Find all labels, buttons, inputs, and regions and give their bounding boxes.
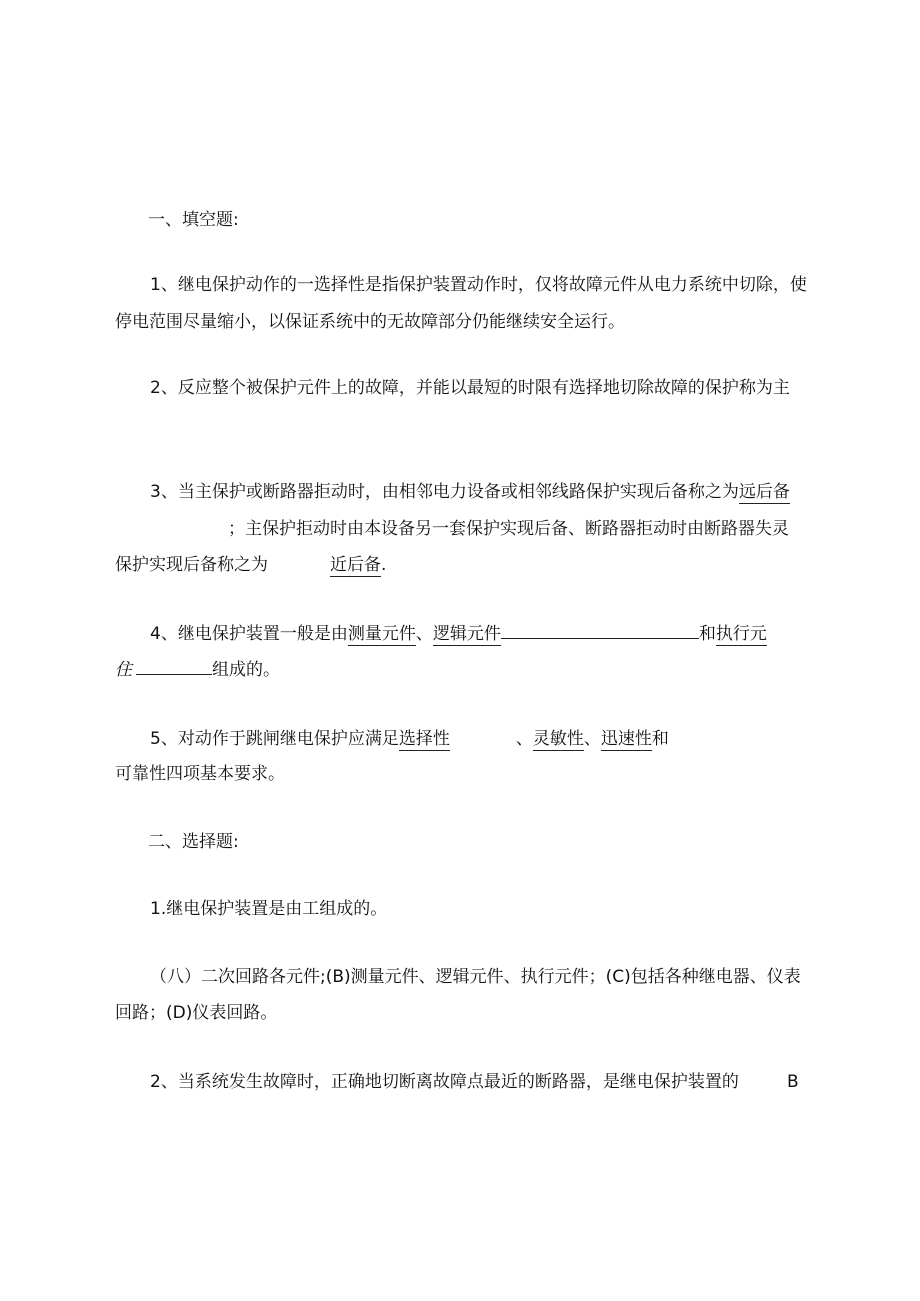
q4-line2-end: 组成的。 bbox=[212, 660, 280, 680]
q4-mid: 和 bbox=[698, 624, 716, 644]
q4-answer-measure: 测量元件 bbox=[347, 624, 416, 644]
q3-answer-local-backup: 近后备 bbox=[330, 555, 381, 575]
q5-suffix: 和 bbox=[651, 729, 669, 749]
q4-answer-logic: 逻辑元件 bbox=[432, 624, 501, 644]
q4-blank bbox=[501, 620, 699, 639]
q3-text: 3、当主保护或断路器拒动时，由相邻电力设备或相邻线路保护实现后备称之为 bbox=[150, 482, 739, 502]
mc-q1-options-line2: 回路；(D)仪表回路。 bbox=[115, 1003, 278, 1023]
q5-sep2: 、 bbox=[583, 729, 601, 749]
section-title-fill-blank: 一、填空题: bbox=[148, 210, 239, 230]
q1-line1: 1、继电保护动作的一选择性是指保护装置动作时，仅将故障元件从电力系统中切除，使 bbox=[150, 275, 807, 295]
q5-line2: 可靠性四项基本要求。 bbox=[115, 764, 285, 784]
q5-answer-speed: 迅速性 bbox=[600, 729, 652, 749]
mc-q1-line1: 1.继电保护装置是由工组成的。 bbox=[150, 899, 388, 919]
q4-sep: 、 bbox=[415, 624, 433, 644]
q1-line2: 停电范围尽量缩小，以保证系统中的无故障部分仍能继续安全运行。 bbox=[115, 312, 625, 332]
q3-line3-text: 保护实现后备称之为 bbox=[115, 555, 268, 575]
q4-line2 bbox=[115, 656, 280, 682]
mc-q2-line1: 2、当系统发生故障时，正确地切断离故障点最近的断路器，是继电保护装置的 bbox=[150, 1072, 739, 1092]
q4-line2-char: 住 bbox=[115, 660, 132, 680]
q5-prefix: 5、对动作于跳闸继电保护应满足 bbox=[150, 729, 399, 749]
q5-sep: 、 bbox=[515, 729, 533, 749]
q3-line1 bbox=[150, 480, 790, 504]
mc-q2-answer: B bbox=[787, 1072, 799, 1092]
q4-line1 bbox=[150, 620, 767, 646]
q4-blank2 bbox=[136, 656, 212, 675]
q3-line3-end: . bbox=[381, 555, 387, 575]
q3-line2: ；主保护拒动时由本设备另一套保护实现后备、断路器拒动时由断路器失灵 bbox=[228, 519, 789, 539]
q2-line1: 2、反应整个被保护元件上的故障，并能以最短的时限有选择地切除故障的保护称为主 bbox=[150, 378, 790, 398]
q3-line3 bbox=[115, 553, 386, 577]
q4-answer-exec: 执行元 bbox=[715, 624, 767, 644]
q4-prefix: 4、继电保护装置一般是由 bbox=[150, 624, 348, 644]
section-title-multiple-choice: 二、选择题: bbox=[148, 832, 239, 852]
mc-q1-options-line1: （八）二次回路各元件;(B)测量元件、逻辑元件、执行元件；(C)包括各种继电器、仪表 bbox=[150, 967, 801, 987]
q5-answer-sensitivity: 灵敏性 bbox=[532, 729, 584, 749]
q5-answer-selectivity: 选择性 bbox=[398, 729, 450, 749]
q3-answer-remote-backup: 远后备 bbox=[738, 482, 790, 502]
q5-line1 bbox=[150, 727, 669, 751]
